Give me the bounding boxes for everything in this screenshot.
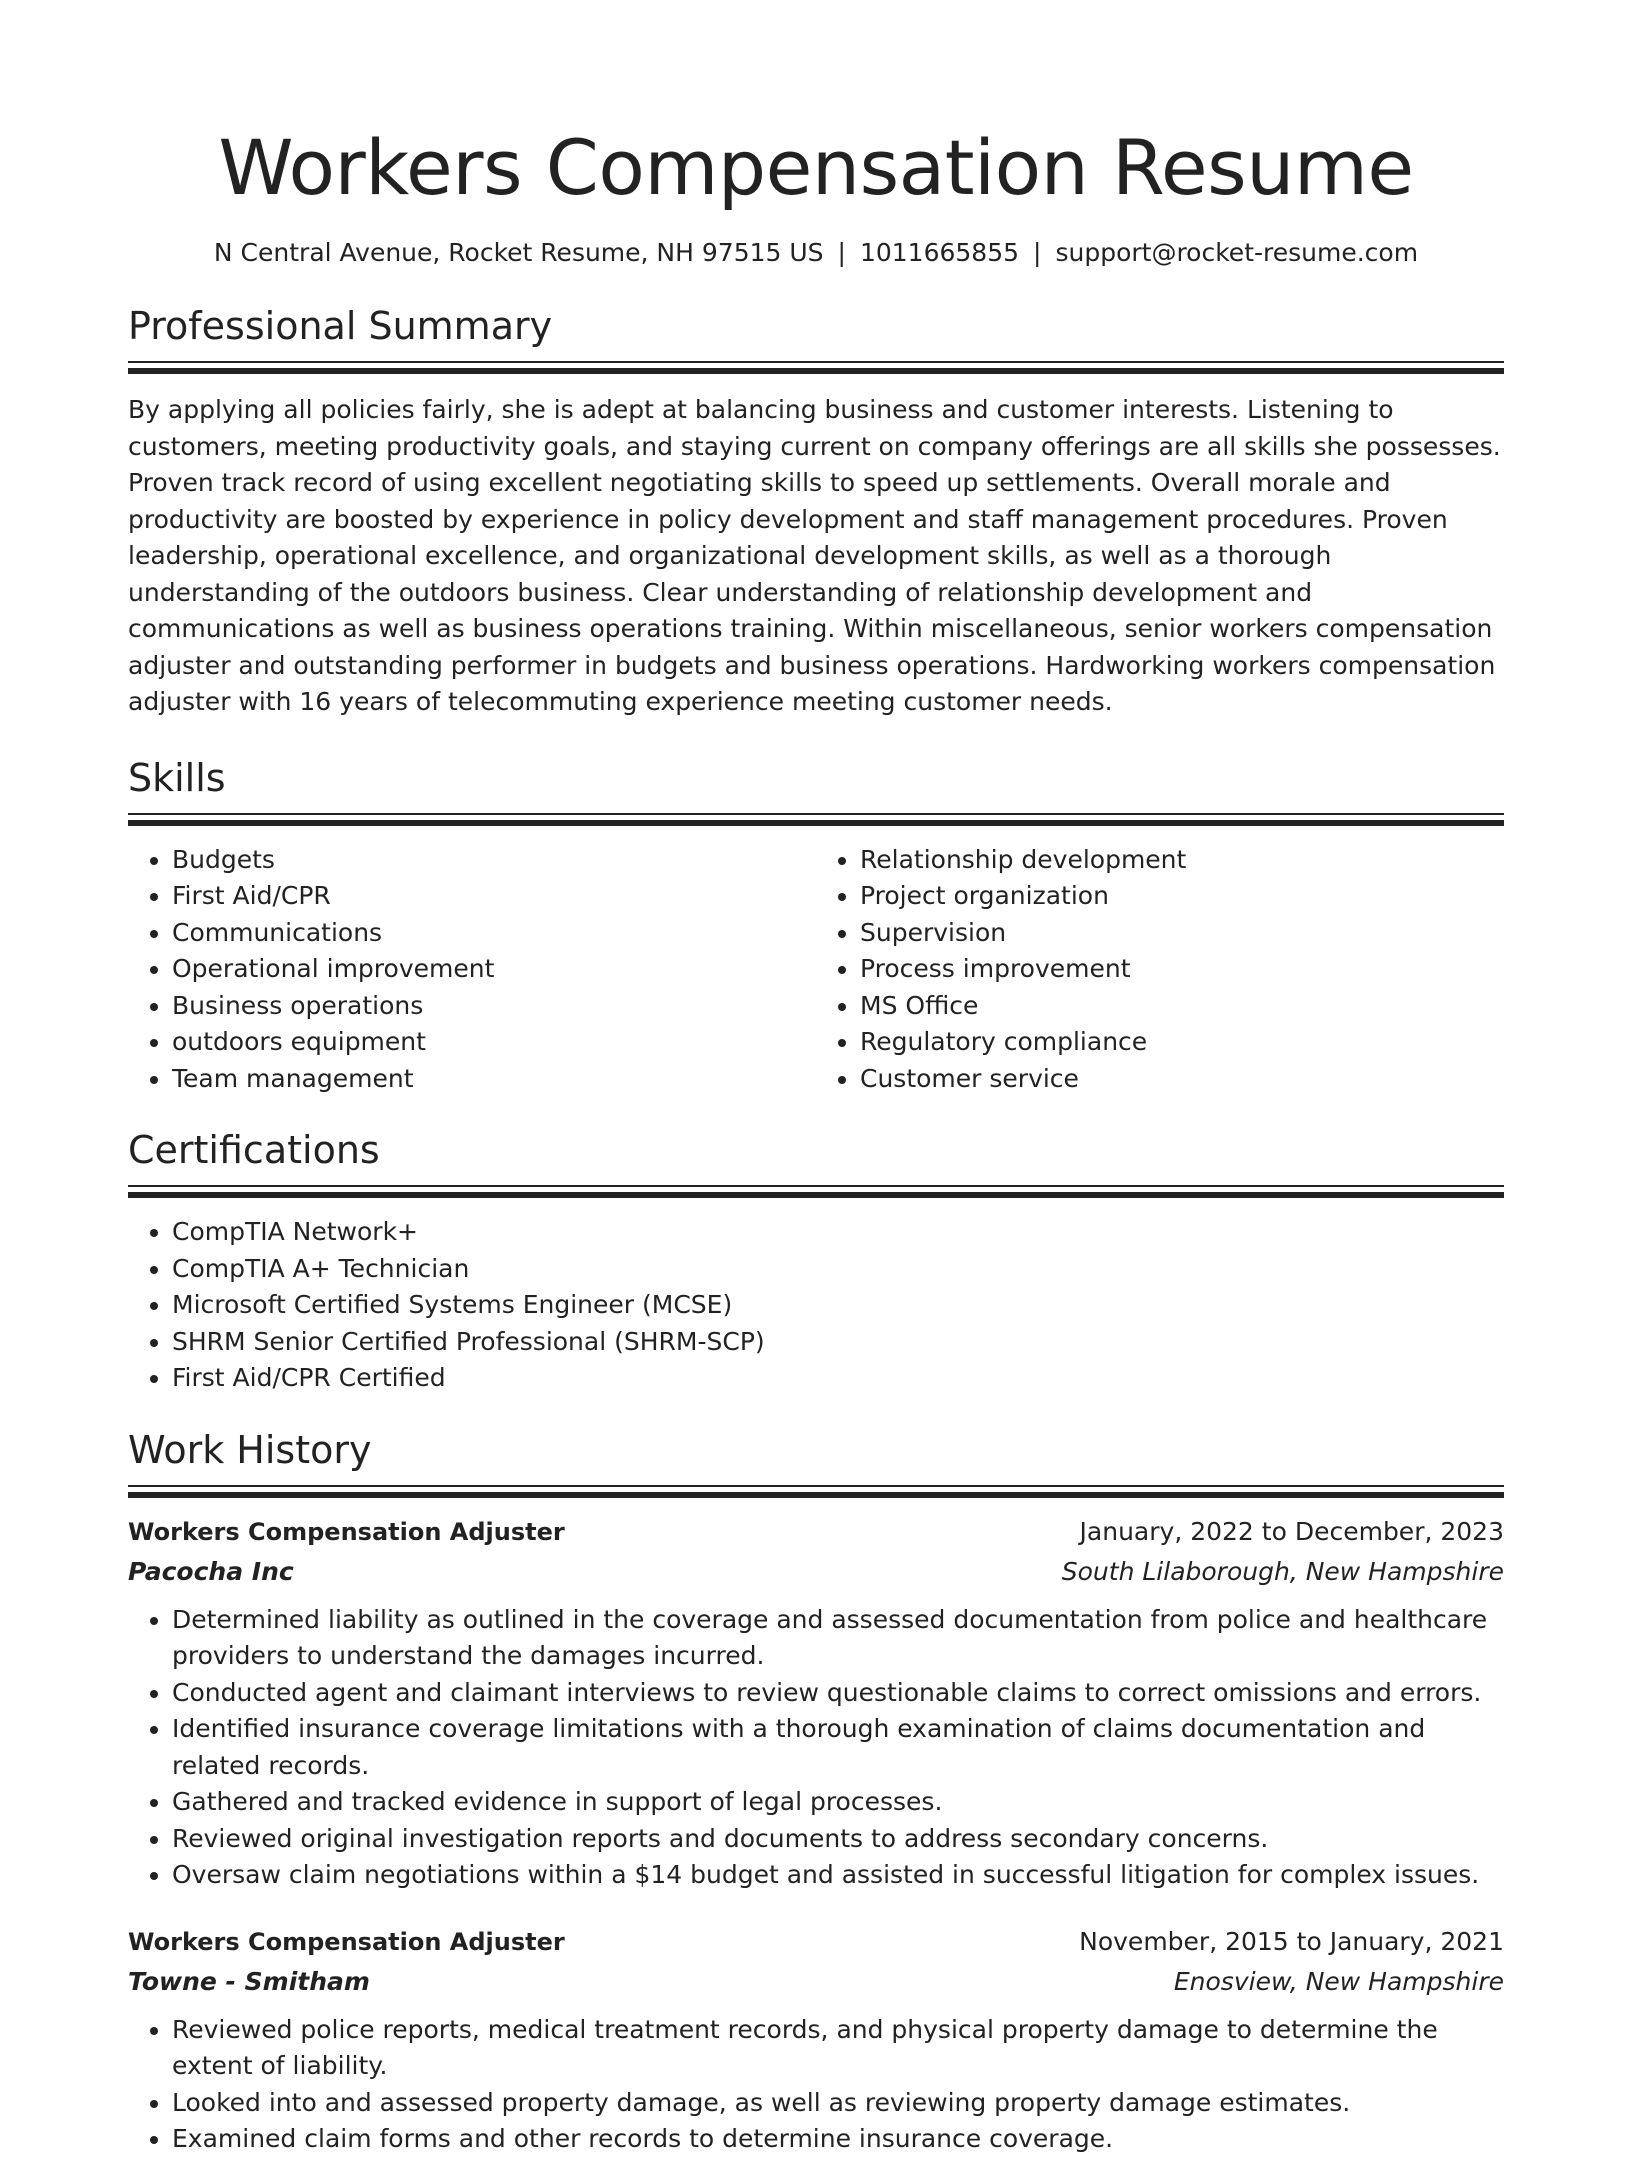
list-item: • Oversaw claim negotiations within a $14 budget and assisted in successful litigation for complex issues.: [172, 1857, 1504, 1894]
section-rule: [128, 1185, 1504, 1187]
list-item: • Customer service: [860, 1061, 1504, 1098]
summary-section: [128, 303, 1504, 721]
contact-phone: 1011665855: [859, 238, 1020, 267]
work-history-section: [128, 1427, 1504, 2158]
list-item: • CompTIA Network+: [172, 1214, 1504, 1251]
list-item: • Relationship development: [860, 842, 1504, 879]
list-item: • Team management: [172, 1061, 816, 1098]
section-rule: [128, 361, 1504, 363]
job-location: Enosview, New Hampshire: [1173, 1966, 1504, 1996]
section-heading-skills: Skills: [128, 755, 226, 800]
list-item: • SHRM Senior Certified Professional (SHRM-SCP): [172, 1324, 1504, 1361]
list-item: • Budgets: [172, 842, 816, 879]
section-heading-certifications: Certifications: [128, 1128, 380, 1172]
contact-line: [128, 236, 1504, 270]
section-rule-thick: [128, 1192, 1504, 1198]
list-item: • First Aid/CPR: [172, 878, 816, 915]
job-header: [128, 1922, 1504, 1962]
job-header: [128, 1512, 1504, 1552]
job-dates: November, 2015 to January, 2021: [1079, 1926, 1504, 1956]
resume-page: [128, 0, 1504, 2158]
contact-address: N Central Avenue, Rocket Resume, NH 97515 US: [213, 238, 824, 267]
section-rule: [128, 1485, 1504, 1487]
list-item: • Supervision: [860, 915, 1504, 952]
list-item: • Reviewed police reports, medical treatment records, and physical property damage to determine the extent of liability.: [172, 2012, 1504, 2085]
list-item: • MS Office: [860, 988, 1504, 1025]
job-dates: January, 2022 to December, 2023: [1079, 1516, 1504, 1546]
skills-list-left: [128, 842, 816, 1098]
list-item: • Gathered and tracked evidence in support of legal processes.: [172, 1784, 1504, 1821]
job-company: Towne - Smitham: [128, 1966, 370, 1996]
job-entry: [128, 1512, 1504, 1894]
list-item: • Operational improvement: [172, 951, 816, 988]
section-heading-work-history: Work History: [128, 1427, 372, 1472]
list-item: • Project organization: [860, 878, 1504, 915]
job-title: Workers Compensation Adjuster: [128, 1517, 565, 1546]
job-bullets: [128, 1602, 1504, 1894]
contact-email: support@rocket-resume.com: [1055, 238, 1419, 267]
job-subheader: [128, 1962, 1504, 2002]
job-location: South Lilaborough, New Hampshire: [1061, 1556, 1504, 1586]
section-rule-thick: [128, 1492, 1504, 1498]
section-rule-thick: [128, 820, 1504, 826]
contact-separator: |: [1033, 238, 1042, 267]
section-rule-thick: [128, 368, 1504, 374]
list-item: • Looked into and assessed property damage, as well as reviewing property damage estimates.: [172, 2085, 1504, 2122]
job-bullets: [128, 2012, 1504, 2158]
list-item: • Examined claim forms and other records to determine insurance coverage.: [172, 2121, 1504, 2158]
list-item: • Reviewed original investigation reports and documents to address secondary concerns.: [172, 1821, 1504, 1858]
contact-separator: |: [837, 238, 846, 267]
certifications-list: [128, 1214, 1504, 1397]
list-item: • Conducted agent and claimant interviews to review questionable claims to correct omissions and errors.: [172, 1675, 1504, 1712]
list-item: • Identified insurance coverage limitations with a thorough examination of claims documentation and related records.: [172, 1711, 1504, 1784]
list-item: • Microsoft Certified Systems Engineer (MCSE): [172, 1287, 1504, 1324]
job-subheader: [128, 1552, 1504, 1592]
skills-section: [128, 755, 1504, 1098]
list-item: • Process improvement: [860, 951, 1504, 988]
list-item: • First Aid/CPR Certified: [172, 1360, 1504, 1397]
list-item: • outdoors equipment: [172, 1024, 816, 1061]
job-company: Pacocha Inc: [128, 1556, 294, 1586]
summary-text: By applying all policies fairly, she is adept at balancing business and customer interests. Listening to customers, meeting productivity goals, and staying current on company offerings are all skills she possesses. Proven track record of using excellent negotiating skills to speed up settlements. Overall morale and productivity are boosted by experience in policy development and staff management procedures. Proven leadership, operational excellence, and organizational development skills, as well as a thorough understanding of the outdoors business. Clear understanding of relationship development and communications as well as business operations training. Within miscellaneous, senior workers compensation adjuster and outstanding performer in budgets and business operations. Hardworking workers compensation adjuster with 16 years of telecommuting experience meeting customer needs.: [128, 395, 1501, 716]
job-entry: [128, 1922, 1504, 2158]
section-heading-summary: Professional Summary: [128, 304, 553, 348]
skills-list-right: [816, 842, 1504, 1098]
section-rule: [128, 813, 1504, 815]
certifications-section: [128, 1127, 1504, 1397]
list-item: • CompTIA A+ Technician: [172, 1251, 1504, 1288]
skills-grid: [128, 842, 1504, 1098]
list-item: • Regulatory compliance: [860, 1024, 1504, 1061]
list-item: • Business operations: [172, 988, 816, 1025]
list-item: • Communications: [172, 915, 816, 952]
job-title: Workers Compensation Adjuster: [128, 1927, 565, 1956]
list-item: • Determined liability as outlined in the coverage and assessed documentation from police and healthcare providers to understand the damages incurred.: [172, 1602, 1504, 1675]
resume-title: Workers Compensation Resume: [218, 123, 1414, 212]
